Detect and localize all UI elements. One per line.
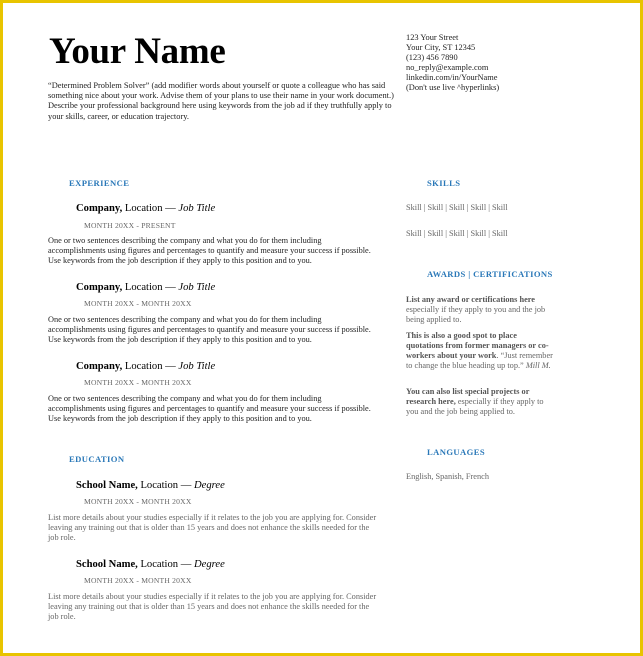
contact-note: (Don't use live ^hyperlinks) [406,83,500,92]
education-heading: EDUCATION [69,454,125,464]
contact-city: Your City, ST 12345 [406,43,476,52]
school-location: Location — [137,480,194,491]
job-title: Job Title [178,361,216,372]
contact-street: 123 Your Street [406,33,459,42]
experience-entry-title [76,203,215,214]
job-title: Job Title [178,282,216,293]
skills-line: Skill | Skill | Skill | Skill | Skill [406,203,508,212]
skills-line: Skill | Skill | Skill | Skill | Skill [406,229,508,238]
experience-dates: MONTH 20XX - PRESENT [84,221,176,230]
company-name: Company, [76,203,123,214]
degree: Degree [194,480,225,491]
experience-dates: MONTH 20XX - MONTH 20XX [84,378,192,387]
experience-description: One or two sentences describing the company and what you do for them including accomplishments using figures and percentages to quantify and measure your success if possible. Use keywords from the job description if they apply to this position and to you. [48,394,371,424]
job-title: Job Title [178,203,216,214]
company-name: Company, [76,282,123,293]
languages-heading: LANGUAGES [427,447,486,457]
education-entry-title [76,480,225,491]
languages-list: English, Spanish, French [406,472,489,481]
award-text: especially if they apply to you and the job being applied to. [406,305,546,325]
experience-dates: MONTH 20XX - MONTH 20XX [84,299,192,308]
award-bold-text: List any award or certifications here [406,295,535,304]
school-name: School Name, [76,559,138,570]
award-bold-text: This is also a good spot to place quotations from former managers or co-workers about your work [406,331,549,361]
experience-entry-title [76,282,215,293]
school-name: School Name, [76,480,138,491]
education-dates: MONTH 20XX - MONTH 20XX [84,576,192,585]
company-location: Location — [122,361,179,372]
award-text: especially if they apply to you and the job being applied to. [406,397,544,417]
education-description: List more details about your studies especially if it relates to the job you are applying for. Consider leaving any training out that is older than 15 years and does not enhance the skills needed for the job role. [48,592,377,622]
contact-email: no_reply@example.com [406,63,489,72]
experience-heading: EXPERIENCE [69,178,130,188]
skills-heading: SKILLS [427,178,461,188]
education-description: List more details about your studies especially if it relates to the job you are applying for. Consider leaving any training out that is older than 15 years and does not enhance the skills needed for the job role. [48,513,377,543]
education-dates: MONTH 20XX - MONTH 20XX [84,497,192,506]
award-item [406,387,556,417]
company-location: Location — [122,203,179,214]
contact-linkedin: linkedin.com/in/YourName [406,73,498,82]
award-item [406,331,556,371]
company-name: Company, [76,361,123,372]
experience-description: One or two sentences describing the company and what you do for them including accomplishments using figures and percentages to quantify and measure your success if possible. Use keywords from the job description if they apply to this position and to you. [48,315,371,345]
experience-entry-title [76,361,215,372]
resume-name: Your Name [49,31,226,72]
contact-block [406,33,606,93]
company-location: Location — [122,282,179,293]
education-entry-title [76,559,225,570]
summary-paragraph: “Determined Problem Solver” (add modifier words about yourself or quote a colleague who has said something nice about your work. Advise them of your plans to use their name in your work document.) Describe your professional background here using keywords from the job ad if they truthfully apply to your skills, career, or education trajectory. [48,81,394,121]
resume-page [3,3,640,653]
experience-description: One or two sentences describing the company and what you do for them including accomplishments using figures and percentages to quantify and measure your success if possible. Use keywords from the job description if they apply to this position and to you. [48,236,371,266]
award-bold-text: You can also list special projects or research here, [406,387,530,407]
award-item [406,295,556,325]
degree: Degree [194,559,225,570]
awards-heading: AWARDS | CERTIFICATIONS [427,269,553,279]
award-text: . “Just remember to change the blue heading up top.” [406,351,553,371]
contact-phone: (123) 456 7890 [406,53,458,62]
quote-author: Mill M. [525,361,551,371]
school-location: Location — [137,559,194,570]
